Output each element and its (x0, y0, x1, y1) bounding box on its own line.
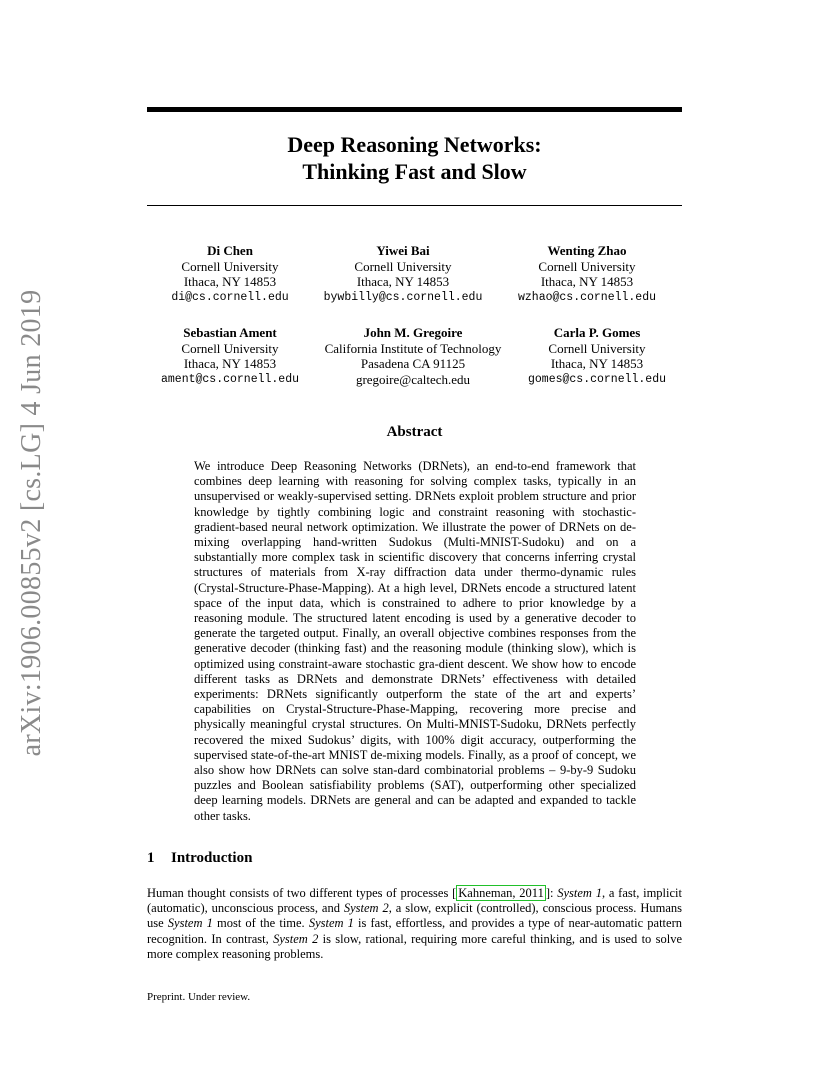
arxiv-identifier: arXiv:1906.00855v2 [cs.LG] 4 Jun 2019 (16, 289, 47, 757)
emphasis: System 1 (308, 916, 354, 931)
introduction-paragraph (147, 886, 682, 962)
author-affiliation: Cornell University (538, 258, 636, 274)
title-rule-bottom (147, 205, 682, 206)
author-email[interactable]: gomes@cs.cornell.edu (527, 372, 667, 386)
author-email[interactable]: di@cs.cornell.edu (171, 290, 289, 304)
footer-note: Preprint. Under review. (147, 991, 251, 1003)
author-address: Pasadena CA 91125 (360, 356, 466, 371)
author-address: Ithaca, NY 14853 (540, 274, 634, 289)
author-block (130, 243, 330, 305)
author-block (313, 325, 513, 387)
title-line-1: Deep Reasoning Networks: (287, 132, 542, 157)
author-affiliation: California Institute of Technology (324, 340, 502, 356)
title-line-2: Thinking Fast and Slow (302, 159, 527, 184)
author-email[interactable]: ament@cs.cornell.edu (160, 372, 300, 386)
abstract-heading: Abstract (386, 424, 443, 440)
text-run: most of the time. (212, 916, 309, 931)
author-affiliation: Cornell University (354, 258, 452, 274)
section-title: Introduction (171, 850, 253, 866)
author-name: Wenting Zhao (547, 243, 627, 258)
emphasis: System 2 (343, 901, 389, 916)
author-block (487, 243, 687, 305)
author-address: Ithaca, NY 14853 (356, 274, 450, 289)
text-run: is slow, rational, requiring more careful thinking, and is used to solve more complex reasoning problems. (147, 931, 682, 961)
text-run: , a slow, explicit (controlled), conscious process. Humans use (147, 901, 682, 931)
author-affiliation: Cornell University (181, 258, 279, 274)
abstract-text: We introduce Deep Reasoning Networks (DRNets), an end-to-end framework that combines deep learning with reasoning for solving complex tasks, typically in an unsupervised or weakly-supervised setting. DRNets exploit problem structure and prior knowledge by tightly combining logic and constraint reasoning with stochastic-gradient-based neural network optimization. We illustrate the power of DRNets on de-mixing overlapping hand-written Sudokus (Multi-MNIST-Sudoku) and on a substantially more complex task in scientific discovery that concerns inferring crystal structures of materials from X-ray diffraction data under thermo-dynamic rules (Crystal-Structure-Phase-Mapping). At a high level, DRNets encode a structured latent space of the input data, which is constrained to adhere to prior knowledge by a reasoning module. The structured latent encoding is used by a generative decoder to generate the targeted output. Finally, an overall objective combines responses from the generative decoder (thinking fast) and the reasoning module (thinking slow), which is optimized using constraint-aware stochastic gra-dient descent. We show how to encode different tasks as DRNets and demonstrate DRNets’ effectiveness with detailed experiments: DRNets significantly outperform the state of the art and experts’ capabilities on Crystal-Structure-Phase-Mapping, recovering more precise and physically meaningful crystal structures. On Multi-MNIST-Sudoku, DRNets perfectly recovered the mixed Sudokus’ digits, with 100% digit accuracy, outperforming the supervised state-of-the-art MNIST de-mixing models. Finally, as a proof of concept, we also show how DRNets can solve stan-dard combinatorial problems – 9-by-9 Sudoku puzzles and Boolean satisfiability problems (SAT), outperforming other specialized deep learning models. DRNets are general and can be adapted and expanded to tackle other tasks. (194, 459, 636, 823)
text-run: ]: (545, 886, 558, 900)
author-block (303, 243, 503, 305)
author-affiliation: Cornell University (548, 340, 646, 356)
author-name: John M. Gregoire (363, 325, 463, 340)
emphasis: System 2 (273, 931, 319, 946)
author-name: Sebastian Ament (183, 325, 277, 340)
arxiv-identifier-stamp (0, 0, 60, 1072)
author-email[interactable]: gregoire@caltech.edu (355, 371, 471, 387)
citation-link[interactable]: Kahneman, 2011 (458, 886, 544, 900)
author-email[interactable]: bywbilly@cs.cornell.edu (323, 290, 483, 304)
author-address: Ithaca, NY 14853 (183, 274, 277, 289)
section-number: 1 (147, 850, 155, 866)
section-heading-introduction (147, 850, 252, 867)
paper-title (147, 131, 682, 185)
author-name: Yiwei Bai (376, 243, 430, 258)
author-name: Di Chen (207, 243, 253, 258)
text-run: Human thought consists of two different types of processes [ (147, 886, 457, 900)
text-run: , a fast, implicit (automatic), unconscious process, and (147, 886, 683, 916)
emphasis: System 1 (557, 886, 602, 900)
author-block (130, 325, 330, 387)
author-name: Carla P. Gomes (553, 325, 641, 340)
author-block (497, 325, 697, 387)
emphasis: System 1 (167, 916, 213, 931)
text-run: is fast, effortless, and provides a type of near-automatic pattern recognition. In contrast, (147, 916, 682, 946)
author-affiliation: Cornell University (181, 340, 279, 356)
author-address: Ithaca, NY 14853 (550, 356, 644, 371)
title-rule-top (147, 107, 682, 112)
author-address: Ithaca, NY 14853 (183, 356, 277, 371)
author-email[interactable]: wzhao@cs.cornell.edu (517, 290, 657, 304)
